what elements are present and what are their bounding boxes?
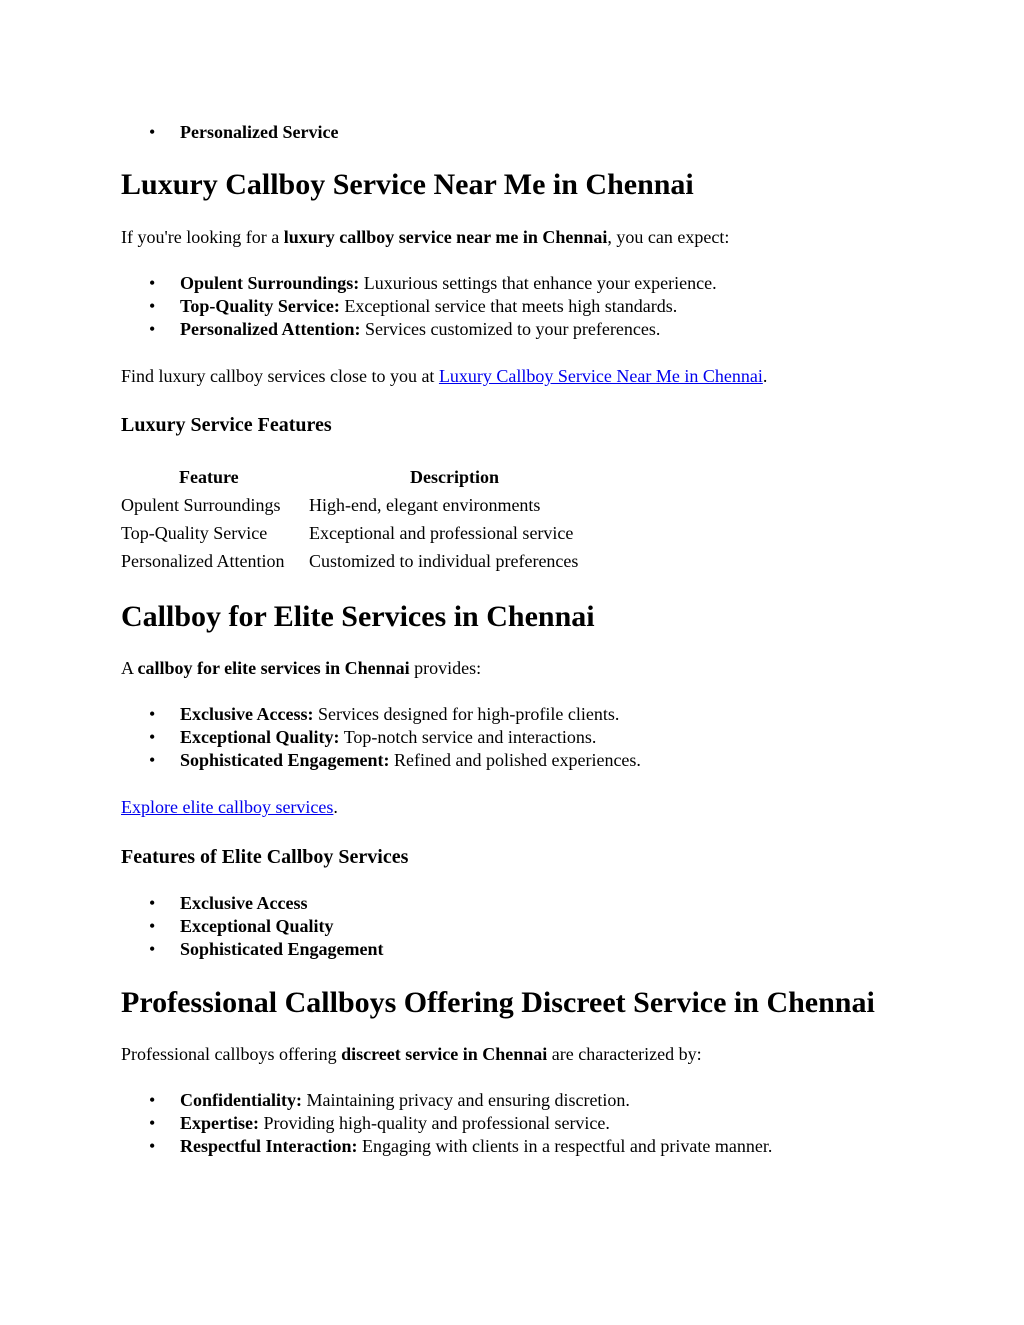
table-cell: Opulent Surroundings	[121, 495, 281, 515]
bullet-icon: •	[149, 273, 156, 293]
bullet-icon: •	[149, 939, 156, 959]
list-item: • Sophisticated Engagement	[149, 939, 384, 959]
list-item: • Confidentiality: Maintaining privacy and ensuring discretion.	[149, 1090, 630, 1110]
table-header-description: Description	[410, 467, 499, 487]
table-cell: Personalized Attention	[121, 551, 285, 571]
bullet-icon: •	[149, 727, 156, 747]
bullet-icon: •	[149, 296, 156, 316]
table-cell: Exceptional and professional service	[309, 523, 574, 543]
list-item: • Exceptional Quality	[149, 916, 334, 936]
explore-paragraph: Explore elite callboy services.	[121, 797, 338, 817]
list-item: • Sophisticated Engagement: Refined and polished experiences.	[149, 750, 641, 770]
table-header-feature: Feature	[179, 467, 239, 487]
section-heading-discreet: Professional Callboys Offering Discreet Service in Chennai	[121, 986, 875, 1019]
bullet-icon: •	[149, 893, 156, 913]
list-item: • Respectful Interaction: Engaging with clients in a respectful and private manner.	[149, 1136, 773, 1156]
sub-heading-luxury-features: Luxury Service Features	[121, 414, 332, 436]
section-intro-elite: A callboy for elite services in Chennai provides:	[121, 658, 482, 678]
elite-list	[121, 703, 641, 772]
list-item: • Top-Quality Service: Exceptional service that meets high standards.	[149, 296, 678, 316]
bullet-icon: •	[149, 319, 156, 339]
discreet-list	[121, 1089, 772, 1158]
list-item: • Exclusive Access: Services designed for high-profile clients.	[149, 704, 620, 724]
list-item: • Exceptional Quality: Top-notch service and interactions.	[149, 727, 597, 747]
section-intro-discreet: Professional callboys offering discreet service in Chennai are characterized by:	[121, 1044, 702, 1064]
list-item: • Personalized Attention: Services customized to your preferences.	[149, 319, 661, 339]
list-item: • Personalized Service	[149, 122, 339, 142]
bullet-icon: •	[149, 1136, 156, 1156]
bullet-icon: •	[149, 704, 156, 724]
bullet-icon: •	[149, 122, 156, 142]
luxury-service-link[interactable]: Luxury Callboy Service Near Me in Chennai	[438, 366, 763, 386]
table-cell: High-end, elegant environments	[309, 495, 541, 515]
bullet-icon: •	[149, 1090, 156, 1110]
list-item: • Opulent Surroundings: Luxurious settings that enhance your experience.	[149, 273, 717, 293]
list-item: • Exclusive Access	[149, 893, 308, 913]
section-heading-luxury: Luxury Callboy Service Near Me in Chennai	[121, 168, 694, 201]
bullet-icon: •	[149, 916, 156, 936]
sub-heading-elite-features: Features of Elite Callboy Services	[121, 846, 409, 868]
list-item: • Expertise: Providing high-quality and professional service.	[149, 1113, 610, 1133]
section-intro-luxury: If you're looking for a luxury callboy service near me in Chennai, you can expect:	[121, 227, 730, 247]
elite-features-list	[121, 892, 384, 961]
find-paragraph: Find luxury callboy services close to you at Luxury Callboy Service Near Me in Chennai.	[121, 366, 768, 386]
luxury-list	[121, 272, 717, 341]
elite-services-link[interactable]: Explore elite callboy services	[121, 797, 334, 817]
table-cell: Top-Quality Service	[121, 523, 268, 543]
table-cell: Customized to individual preferences	[309, 551, 579, 571]
bullet-icon: •	[149, 1113, 156, 1133]
section-heading-elite: Callboy for Elite Services in Chennai	[121, 600, 595, 633]
top-list	[121, 121, 338, 144]
bullet-icon: •	[149, 750, 156, 770]
